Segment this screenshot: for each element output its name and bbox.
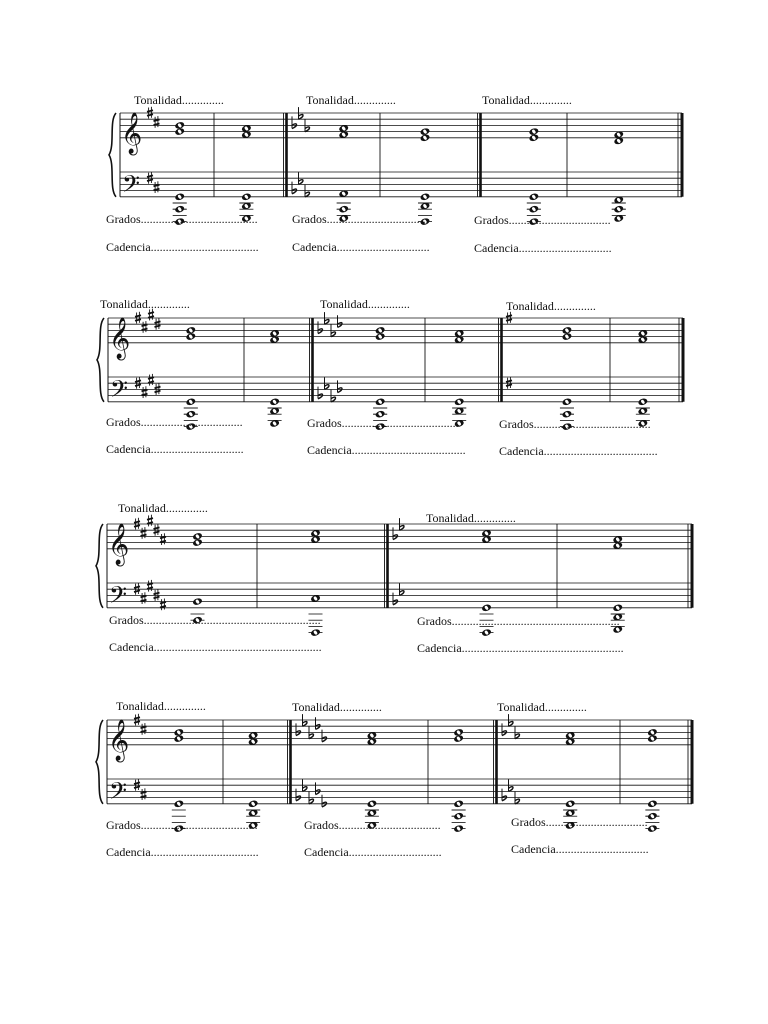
- flat-bowl: [299, 115, 304, 120]
- chord: [246, 731, 260, 830]
- key-flat-icon: [296, 723, 301, 735]
- whole-note: [565, 799, 576, 808]
- cadencia-field: Cadencia......................................: [499, 444, 658, 458]
- tonalidad-label: Tonalidad..............: [426, 511, 516, 525]
- flat-bowl: [303, 722, 308, 727]
- flat-bowl: [316, 790, 321, 795]
- key-flat-icon: [296, 789, 301, 801]
- whole-note: [647, 799, 658, 808]
- flat-bowl: [318, 394, 323, 399]
- sharp-bar: [141, 792, 147, 794]
- flat-bowl: [292, 189, 297, 194]
- chord: [365, 731, 379, 830]
- grand-staff-brace: [96, 524, 103, 608]
- sharp-bar: [134, 521, 140, 523]
- whole-note: [241, 192, 252, 201]
- whole-note: [420, 127, 431, 136]
- key-flat-icon: [316, 782, 321, 794]
- key-sharp-icon: [154, 181, 160, 193]
- sharp-bar: [141, 531, 147, 533]
- key-sharp-icon: [142, 386, 148, 398]
- sharp-bar: [506, 380, 512, 382]
- tonalidad-label: Tonalidad..............: [482, 93, 572, 107]
- whole-note: [173, 728, 184, 737]
- bass-clef-icon: 𝄢: [109, 776, 128, 810]
- flat-bowl: [309, 799, 314, 804]
- key-flat-icon: [322, 730, 327, 742]
- grand-staff-brace: [109, 113, 116, 197]
- tonalidad-label: Tonalidad..............: [320, 297, 410, 311]
- whole-note: [185, 326, 196, 335]
- chord: [239, 124, 253, 223]
- whole-note: [174, 121, 185, 130]
- key-flat-icon: [292, 182, 297, 194]
- sharp-bar: [506, 384, 512, 386]
- sharp-bar: [134, 786, 140, 788]
- flat-bowl: [316, 725, 321, 730]
- grados-field: Grados..................................: [292, 212, 429, 226]
- grados-field: Grados..................................: [474, 213, 611, 227]
- flat-bowl: [515, 734, 520, 739]
- treble-clef-icon: 𝄞: [108, 719, 130, 761]
- sharp-bar: [155, 321, 161, 323]
- bass-clef-icon: 𝄢: [109, 580, 128, 614]
- exercise: [506, 312, 650, 431]
- chord: [527, 127, 541, 226]
- cadencia-field: Cadencia...............................: [292, 240, 430, 254]
- sharp-bar: [142, 390, 148, 392]
- sharp-bar: [147, 587, 153, 589]
- bass-clef-icon: 𝄢: [122, 169, 141, 203]
- sharp-bar: [154, 185, 160, 187]
- key-sharp-icon: [141, 723, 147, 735]
- treble-clef-icon: 𝄞: [108, 523, 130, 565]
- key-sharp-icon: [141, 592, 147, 604]
- sharp-bar: [147, 583, 153, 585]
- sharp-bar: [135, 315, 141, 317]
- key-sharp-icon: [141, 788, 147, 800]
- flat-bowl: [400, 591, 405, 596]
- tonalidad-label: Tonalidad..............: [497, 700, 587, 714]
- flat-bowl: [400, 526, 405, 531]
- key-sharp-icon: [154, 116, 160, 128]
- whole-note: [612, 603, 623, 612]
- flat-bowl: [305, 192, 310, 197]
- sharp-bar: [506, 319, 512, 321]
- sharp-bar: [141, 535, 147, 537]
- sharp-bar: [134, 721, 140, 723]
- flat-bowl: [322, 802, 327, 807]
- sharp-bar: [160, 537, 166, 539]
- exercise: [121, 107, 253, 226]
- exercise: [318, 312, 466, 431]
- exercise: [296, 714, 466, 833]
- cadencia-field: Cadencia......................................................: [417, 641, 624, 655]
- grados-field: Grados.......................................: [106, 212, 258, 226]
- tonalidad-label: Tonalidad..............: [306, 93, 396, 107]
- sharp-bar: [147, 175, 153, 177]
- flat-bowl: [509, 722, 514, 727]
- sharp-bar: [142, 329, 148, 331]
- flat-bowl: [322, 737, 327, 742]
- chord: [636, 329, 650, 428]
- whole-note: [529, 127, 540, 136]
- key-sharp-icon: [160, 533, 166, 545]
- cadencia-field: Cadencia........................................................: [109, 640, 322, 654]
- whole-note: [647, 812, 658, 821]
- sharp-bar: [141, 731, 147, 733]
- sharp-bar: [148, 316, 154, 318]
- exercise: [109, 309, 282, 431]
- exercise-row: [97, 309, 683, 431]
- exercise: [108, 714, 260, 833]
- key-flat-icon: [318, 387, 323, 399]
- sharp-bar: [154, 527, 160, 529]
- sharp-bar: [147, 114, 153, 116]
- key-flat-icon: [393, 527, 398, 539]
- sharp-bar: [160, 606, 166, 608]
- whole-note: [453, 824, 464, 833]
- sharp-bar: [135, 319, 141, 321]
- flat-bowl: [303, 787, 308, 792]
- grand-staff-brace: [96, 720, 103, 804]
- flat-bowl: [338, 323, 343, 328]
- flat-bowl: [393, 535, 398, 540]
- chord: [452, 728, 466, 833]
- treble-clef-icon: 𝄞: [109, 317, 131, 359]
- tonalidad-label: Tonalidad..............: [100, 297, 190, 311]
- whole-note: [647, 728, 658, 737]
- grados-field: Grados...........................................................: [109, 613, 321, 627]
- sharp-bar: [134, 717, 140, 719]
- sharp-bar: [154, 531, 160, 533]
- cadencia-field: Cadencia...............................: [474, 241, 612, 255]
- flat-bowl: [502, 796, 507, 801]
- sharp-bar: [160, 602, 166, 604]
- flat-bowl: [331, 332, 336, 337]
- chord: [268, 329, 282, 428]
- chord: [612, 130, 626, 223]
- cadencia-field: Cadencia...............................: [304, 845, 442, 859]
- flat-bowl: [331, 397, 336, 402]
- flat-bowl: [299, 180, 304, 185]
- cadencia-field: Cadencia....................................: [106, 240, 259, 254]
- exercise: [292, 107, 432, 226]
- key-sharp-icon: [141, 527, 147, 539]
- grados-field: Grados..................................: [106, 415, 243, 429]
- key-flat-icon: [292, 116, 297, 128]
- sharp-bar: [154, 124, 160, 126]
- whole-note: [375, 326, 386, 335]
- whole-note: [613, 205, 624, 214]
- sharp-bar: [155, 387, 161, 389]
- sharp-bar: [160, 541, 166, 543]
- chord: [560, 326, 574, 431]
- sharp-bar: [155, 325, 161, 327]
- whole-note: [310, 628, 321, 637]
- whole-note: [367, 799, 378, 808]
- cadencia-field: Cadencia......................................: [307, 443, 466, 457]
- sharp-bar: [134, 586, 140, 588]
- key-sharp-icon: [148, 374, 154, 386]
- whole-note: [481, 628, 492, 637]
- flat-bowl: [325, 385, 330, 390]
- key-flat-icon: [322, 795, 327, 807]
- key-sharp-icon: [147, 515, 153, 527]
- sharp-bar: [506, 315, 512, 317]
- sharp-bar: [134, 782, 140, 784]
- grados-field: Grados..................................: [304, 818, 441, 832]
- sharp-bar: [154, 593, 160, 595]
- sharp-bar: [141, 600, 147, 602]
- key-sharp-icon: [147, 580, 153, 592]
- grados-field: Grados..................................: [511, 815, 648, 829]
- whole-note: [174, 192, 185, 201]
- exercise: [527, 127, 626, 226]
- whole-note: [375, 397, 386, 406]
- flat-bowl: [296, 796, 301, 801]
- flat-bowl: [509, 787, 514, 792]
- key-flat-icon: [318, 321, 323, 333]
- key-flat-icon: [502, 789, 507, 801]
- sharp-bar: [142, 325, 148, 327]
- sharp-bar: [135, 380, 141, 382]
- sharp-bar: [154, 597, 160, 599]
- cadencia-field: Cadencia....................................: [106, 845, 259, 859]
- flat-bowl: [393, 600, 398, 605]
- whole-note: [453, 799, 464, 808]
- sharp-bar: [148, 377, 154, 379]
- sharp-bar: [147, 110, 153, 112]
- whole-note: [453, 812, 464, 821]
- flat-bowl: [296, 731, 301, 736]
- whole-note: [638, 397, 649, 406]
- whole-note: [420, 192, 431, 201]
- sharp-bar: [147, 518, 153, 520]
- cadencia-field: Cadencia...............................: [511, 842, 649, 856]
- sharp-bar: [134, 525, 140, 527]
- sharp-bar: [154, 189, 160, 191]
- flat-bowl: [325, 320, 330, 325]
- flat-bowl: [309, 734, 314, 739]
- flat-bowl: [318, 329, 323, 334]
- tonalidad-label: Tonalidad..............: [292, 700, 382, 714]
- sharp-bar: [142, 394, 148, 396]
- sharp-bar: [154, 120, 160, 122]
- exercise-row: [109, 107, 682, 226]
- flat-bowl: [515, 799, 520, 804]
- flat-bowl: [305, 127, 310, 132]
- chord: [191, 532, 205, 625]
- whole-note: [248, 799, 259, 808]
- key-flat-icon: [393, 593, 398, 605]
- key-sharp-icon: [160, 599, 166, 611]
- sharp-bar: [135, 384, 141, 386]
- key-flat-icon: [316, 717, 321, 729]
- whole-note: [173, 799, 184, 808]
- whole-note: [185, 397, 196, 406]
- whole-note: [269, 397, 280, 406]
- whole-note: [454, 397, 465, 406]
- sharp-bar: [148, 312, 154, 314]
- grand-staff-brace: [97, 318, 104, 402]
- whole-note: [192, 597, 203, 606]
- grados-field: Grados........................................................: [417, 614, 620, 628]
- sharp-bar: [147, 522, 153, 524]
- cadencia-field: Cadencia...............................: [106, 442, 244, 456]
- grados-field: Grados.......................................: [307, 416, 459, 430]
- treble-clef-icon: 𝄞: [121, 112, 143, 154]
- whole-note: [192, 532, 203, 541]
- sharp-bar: [134, 590, 140, 592]
- whole-note: [562, 326, 573, 335]
- sharp-bar: [155, 391, 161, 393]
- chord: [173, 121, 187, 226]
- key-flat-icon: [338, 380, 343, 392]
- grados-field: Grados.......................................: [499, 417, 651, 431]
- sharp-bar: [141, 796, 147, 798]
- sharp-bar: [148, 381, 154, 383]
- sharp-bar: [147, 179, 153, 181]
- whole-note: [481, 603, 492, 612]
- chord: [452, 329, 466, 428]
- whole-note: [647, 824, 658, 833]
- sharp-bar: [141, 596, 147, 598]
- key-flat-icon: [338, 315, 343, 327]
- key-flat-icon: [502, 723, 507, 735]
- flat-bowl: [502, 731, 507, 736]
- whole-note: [529, 192, 540, 201]
- chord: [337, 124, 351, 223]
- bass-clef-icon: 𝄢: [110, 374, 129, 408]
- tonalidad-label: Tonalidad..............: [506, 299, 596, 313]
- tonalidad-label: Tonalidad..............: [116, 699, 206, 713]
- tonalidad-label: Tonalidad..............: [118, 501, 208, 515]
- flat-bowl: [338, 388, 343, 393]
- key-sharp-icon: [142, 321, 148, 333]
- grados-field: Grados.......................................: [106, 818, 258, 832]
- flat-bowl: [292, 124, 297, 129]
- sharp-bar: [141, 727, 147, 729]
- tonalidad-label: Tonalidad..............: [134, 93, 224, 107]
- whole-note: [562, 397, 573, 406]
- whole-note: [453, 728, 464, 737]
